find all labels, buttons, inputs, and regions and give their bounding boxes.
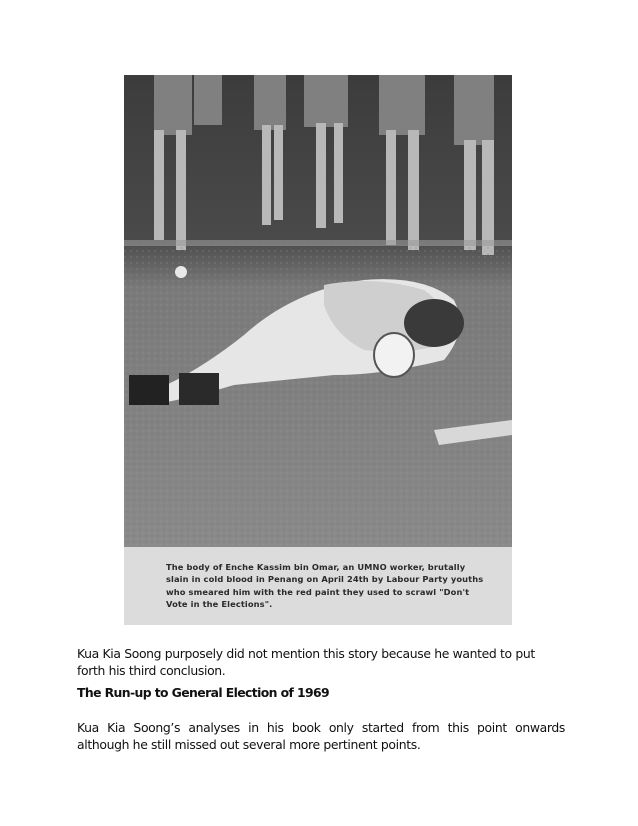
news-photograph	[124, 75, 512, 625]
paragraph-1: Kua Kia Soong purposely did not mention this story because he wanted to put forth his third conclusion.	[77, 646, 535, 678]
paragraph-2: Kua Kia Soong’s analyses in his book only started from this point onwards although he still missed out several more pertinent points.	[77, 720, 565, 752]
section-heading: The Run-up to General Election of 1969	[77, 685, 330, 700]
photograph-of-man-lying-on-ground	[124, 75, 512, 547]
photo-caption: The body of Enche Kassim bin Omar, an UMNO worker, brutally slain in cold blood in Penang on April 24th by Labour Party youths who smeared him with the red paint they used to scrawl "Don't Vote in the Elections".	[124, 547, 512, 625]
